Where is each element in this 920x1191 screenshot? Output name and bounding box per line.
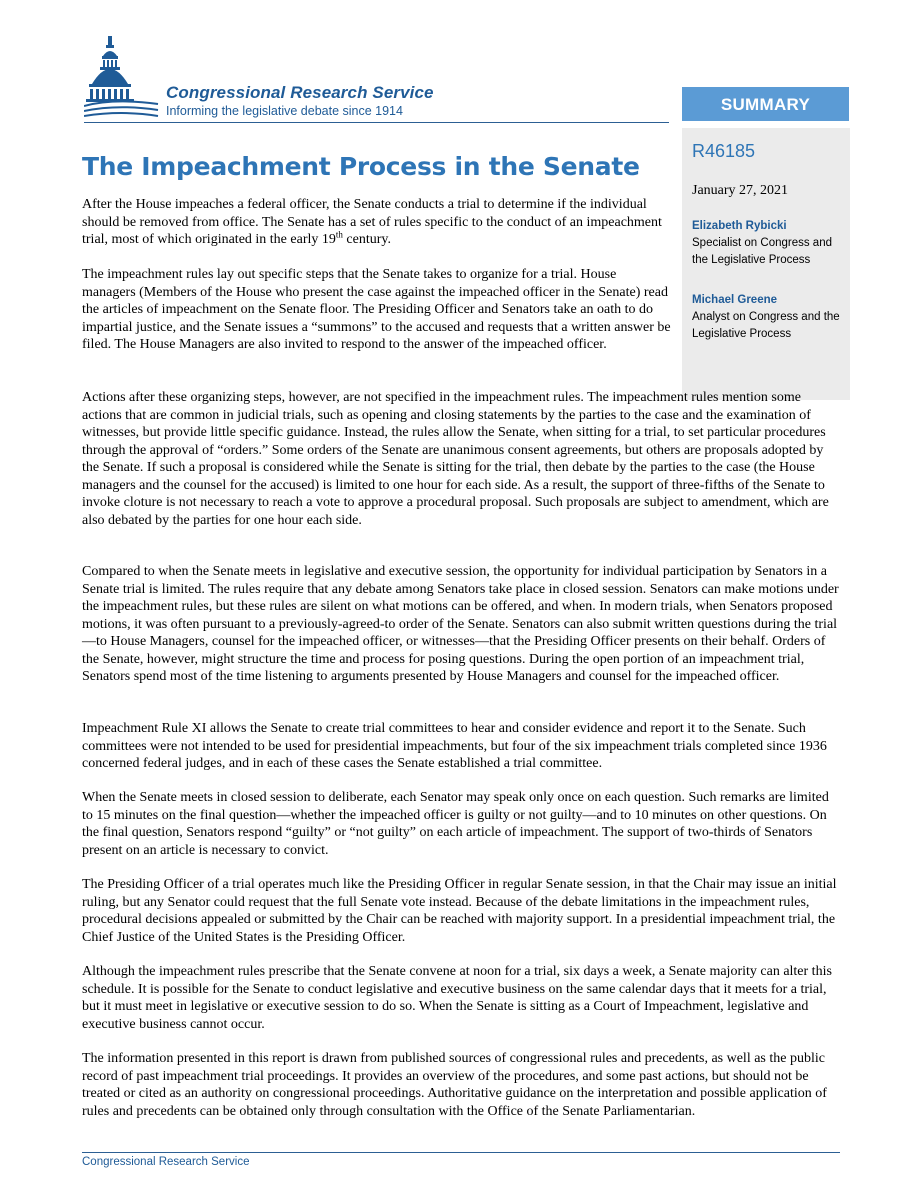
summary-paragraph: The information presented in this report is drawn from published sources of congressional rules and precedents, as well as the public record of past impeachment trial proceedings. It provides an overview of the procedures, and some past actions, but should not be treated or cited as an authority on congressional proceedings. Authoritative guidance on the interpretation and possible application of rules and precedents can be obtained only through consultation with the Office of the Senate Parliamentarian. bbox=[82, 1051, 827, 1119]
page-title: The Impeachment Process in the Senate bbox=[82, 152, 640, 181]
summary-paragraph bbox=[82, 196, 672, 249]
summary-paragraph: Compared to when the Senate meets in legislative and executive session, the opportunity for individual participation by Senators in a Senate trial is limited. The rules require that any debate among Senators take place in closed session. Senators can make motions under the impeachment rules, but these rules are silent on what motions can be offered, and when. In modern trials, when Senators proposed motions, it was often pursuant to a previously-agreed-to order of the Senate. Senators can also submit written questions during the trial—to House Managers, counsel for the impeached officer, or witnesses—that the Presiding Officer presents on their behalf. Orders of the Senate, however, might structure the time and process for posing questions. During the open portion of an impeachment trial, Senators spend most of the time listening to arguments presented by House Managers and counsel for the impeached officer. bbox=[82, 564, 839, 684]
org-name: Congressional Research Service bbox=[166, 83, 434, 102]
report-number: R46185 bbox=[692, 141, 756, 161]
summary-label: SUMMARY bbox=[682, 87, 849, 121]
superscript-ordinal: th bbox=[335, 229, 343, 240]
author-name[interactable]: Elizabeth Rybicki bbox=[692, 220, 787, 232]
crs-logo bbox=[84, 34, 484, 124]
author-role: Analyst on Congress and the Legislative Process bbox=[692, 311, 840, 340]
summary-paragraph: When the Senate meets in closed session to deliberate, each Senator may speak only once on each question. Such remarks are limited to 15 minutes on the final question—whether the impeached officer is guilty or not guilty—and to 10 minutes on other questions. On the final question, Senators respond “guilty” or “not guilty” on each article of impeachment. The support of two-thirds of Senators present on an article is necessary to convict. bbox=[82, 790, 829, 858]
author-role: Specialist on Congress and the Legislative Process bbox=[692, 237, 832, 266]
author-block bbox=[692, 292, 847, 343]
org-tagline: Informing the legislative debate since 1914 bbox=[166, 104, 403, 118]
paragraph-text: After the House impeaches a federal officer, the Senate conducts a trial to determine if the individual should be removed from office. The Senate has a set of rules specific to the conduct of an impeachment trial, most of which originated in the early 19 bbox=[82, 197, 662, 247]
summary-paragraph: The Presiding Officer of a trial operates much like the Presiding Officer in regular Senate session, in that the Chair may issue an initial ruling, but any Senator could request that the full Senate vote instead. Because of the debate limitations in the impeachment rules, procedural decisions appealed or submitted by the Chair can be reached with majority support. In a presidential impeachment trial, the Chief Justice of the United States is the Presiding Officer. bbox=[82, 877, 837, 945]
author-block bbox=[692, 218, 847, 269]
summary-paragraph: Impeachment Rule XI allows the Senate to create trial committees to hear and consider evidence and report it to the Senate. Such committees were not intended to be used for presidential impeachments, but four of the six impeachment trials completed since 1936 concerned federal judges, and in each of these cases the Senate established a trial committee. bbox=[82, 721, 827, 771]
summary-paragraph: Although the impeachment rules prescribe that the Senate convene at noon for a trial, six days a week, a Senate majority can alter this schedule. It is possible for the Senate to conduct legislative and executive business on the same calendar days that it meets for a trial, but it must meet in legislative or executive session to do so. When the Senate is sitting as a Court of Impeachment, legislative and executive business cannot occur. bbox=[82, 964, 832, 1032]
report-date: January 27, 2021 bbox=[692, 183, 789, 198]
paragraph-text: century. bbox=[342, 232, 391, 247]
summary-paragraph: The impeachment rules lay out specific steps that the Senate takes to organize for a trial. House managers (Members of the House who present the case against the impeached officer in the Senate) read the articles of impeachment on the Senate floor. The Presiding Officer and Senators take an oath to do impartial justice, and the Senate issues a “summons” to the accused and requests that a written answer be filed. The House Managers are also invited to respond to the answer of the impeached officer. bbox=[82, 267, 671, 352]
footer-divider bbox=[82, 1152, 840, 1153]
footer-text: Congressional Research Service bbox=[82, 1156, 250, 1168]
capitol-dome-icon bbox=[84, 34, 164, 124]
author-name[interactable]: Michael Greene bbox=[692, 294, 778, 306]
summary-paragraph: Actions after these organizing steps, however, are not specified in the impeachment rules. The impeachment rules mention some actions that are common in judicial trials, such as opening and closing statements by the parties to the case and the examination of witnesses, but provide little specific guidance. Instead, the rules allow the Senate, when sitting for a trial, to set particular procedures through the approval of “orders.” Some orders of the Senate are unanimous consent agreements, but others are proposals adopted by the Senate. If such a proposal is considered while the Senate is sitting for the trial, then debate by the parties to the case (the House managers and the counsel for the accused) is limited to one hour for each side. As a result, the support of three-fifths of the Senate to invoke cloture is not necessary to reach a vote to approve a procedural proposal. Such proposals are subject to amendment, which are also debated by the parties for one hour each side. bbox=[82, 390, 829, 528]
header-divider bbox=[84, 122, 669, 123]
